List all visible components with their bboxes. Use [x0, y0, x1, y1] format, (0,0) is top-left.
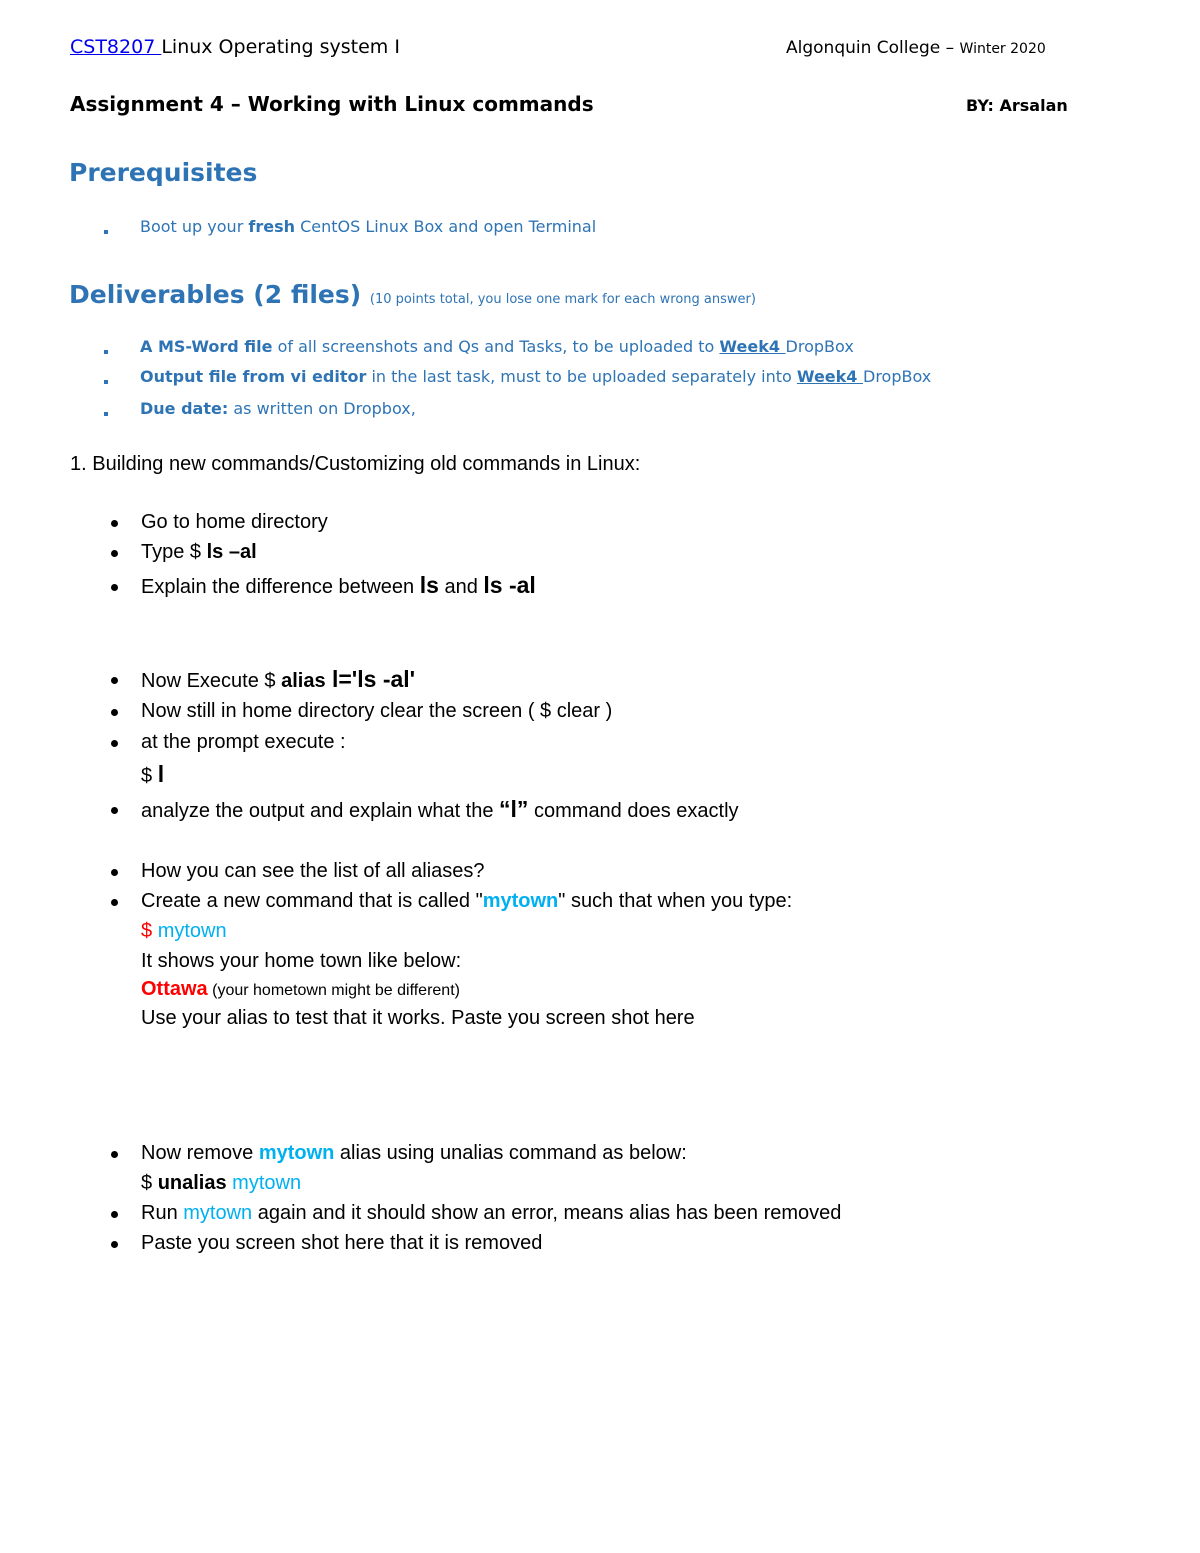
bullet-icon: [104, 412, 108, 416]
list-item: [141, 666, 415, 693]
command: mytown: [258, 1142, 335, 1164]
command: mytown: [157, 920, 227, 942]
week4-link[interactable]: Week4: [796, 367, 863, 386]
deliverables-heading: [69, 280, 756, 309]
author: BY: Arsalan: [966, 96, 1068, 115]
deliverable-2-end: DropBox: [863, 367, 932, 386]
item-text: " such that when you type:: [558, 890, 793, 912]
prerequisite-text: Boot up your: [140, 217, 249, 236]
list-item: How you can see the list of all aliases?: [141, 860, 485, 882]
list-item: [141, 1202, 841, 1225]
deliverable-item-1: [140, 337, 854, 356]
bullet-icon: [104, 380, 108, 384]
assignment-title: Assignment 4 – Working with Linux commands: [70, 92, 594, 116]
item-text: $: [141, 1172, 158, 1194]
prerequisite-emphasis: fresh: [248, 217, 295, 236]
list-item: [141, 890, 792, 913]
bullet-icon: [111, 899, 118, 906]
hometown: Ottawa: [141, 978, 208, 1000]
item-text: $: [141, 765, 158, 787]
deliverable-1-end: DropBox: [785, 337, 854, 356]
bullet-icon: [104, 350, 108, 354]
item-text: alias using unalias command as below:: [334, 1142, 687, 1164]
due-date-text: as written on Dropbox,: [228, 399, 416, 418]
item-text: Now Execute $: [141, 670, 282, 692]
list-item-continuation: [141, 761, 164, 788]
item-text: and: [438, 576, 484, 598]
prompt-symbol: $: [141, 920, 158, 942]
list-item-continuation: Use your alias to test that it works. Paste you screen shot here: [141, 1007, 695, 1029]
deliverables-title: Deliverables (2 files): [69, 280, 362, 309]
command: “l”: [499, 796, 529, 822]
prerequisite-text-end: CentOS Linux Box and open Terminal: [294, 217, 597, 236]
list-item: [141, 572, 536, 599]
deliverable-1-bold: A MS-Word file: [140, 337, 273, 356]
bullet-icon: [104, 230, 108, 234]
list-item-continuation: It shows your home town like below:: [141, 950, 462, 972]
list-item: Now still in home directory clear the screen ( $ clear ): [141, 700, 613, 722]
deliverables-note: (10 points total, you lose one mark for each wrong answer): [369, 292, 756, 307]
command: l: [157, 761, 165, 787]
course-name: Linux Operating system I: [161, 36, 400, 58]
deliverable-item-2: [140, 367, 931, 386]
bullet-icon: [111, 740, 118, 747]
bullet-icon: [111, 584, 118, 591]
week4-link[interactable]: Week4: [719, 337, 786, 356]
list-item: [141, 1142, 687, 1165]
bullet-icon: [111, 550, 118, 557]
item-text: again and it should show an error, means alias has been removed: [252, 1202, 842, 1224]
command: ls: [419, 572, 439, 598]
command: ls -al: [483, 572, 536, 598]
course-code-link[interactable]: CST8207: [70, 36, 162, 58]
deliverable-2-text: in the last task, must to be uploaded separately into: [366, 367, 797, 386]
list-item-continuation: [141, 920, 227, 943]
command: unalias: [157, 1172, 227, 1194]
section-1-heading: 1. Building new commands/Customizing old commands in Linux:: [70, 453, 641, 475]
command: mytown: [183, 1202, 253, 1224]
command: mytown: [226, 1172, 302, 1194]
bullet-icon: [111, 1211, 118, 1218]
term: Winter 2020: [959, 41, 1046, 57]
due-date-label: Due date:: [140, 399, 229, 418]
deliverable-1-text: of all screenshots and Qs and Tasks, to be uploaded to: [272, 337, 720, 356]
command: l='ls -al': [325, 666, 416, 692]
deliverable-item-3: [140, 399, 416, 418]
prerequisite-item: [140, 217, 596, 236]
bullet-icon: [111, 677, 118, 684]
item-text: analyze the output and explain what the: [141, 800, 500, 822]
list-item: Go to home directory: [141, 511, 328, 533]
item-text: Create a new command that is called ": [141, 890, 483, 912]
bullet-icon: [111, 709, 118, 716]
hometown-note: (your hometown might be different): [207, 982, 460, 999]
item-text: Type $: [141, 541, 207, 563]
bullet-icon: [111, 807, 118, 814]
item-text: Now remove: [141, 1142, 259, 1164]
list-item: [141, 541, 257, 564]
command: mytown: [482, 890, 559, 912]
list-item: [141, 796, 739, 823]
list-item: at the prompt execute :: [141, 731, 346, 753]
list-item-continuation: [141, 978, 460, 1001]
command: ls –al: [206, 541, 257, 563]
bullet-icon: [111, 869, 118, 876]
college-header: [786, 38, 1046, 58]
item-text: Explain the difference between: [141, 576, 420, 598]
deliverable-2-bold: Output file from vi editor: [140, 367, 367, 386]
item-text: command does exactly: [528, 800, 739, 822]
bullet-icon: [111, 520, 118, 527]
list-item: Paste you screen shot here that it is removed: [141, 1232, 543, 1254]
list-item-continuation: [141, 1172, 301, 1195]
course-header: [70, 36, 400, 58]
bullet-icon: [111, 1151, 118, 1158]
college-name: Algonquin College –: [786, 38, 960, 58]
bullet-icon: [111, 1241, 118, 1248]
item-text: Run: [141, 1202, 184, 1224]
prerequisites-heading: Prerequisites: [69, 158, 258, 187]
command: alias: [281, 670, 326, 692]
